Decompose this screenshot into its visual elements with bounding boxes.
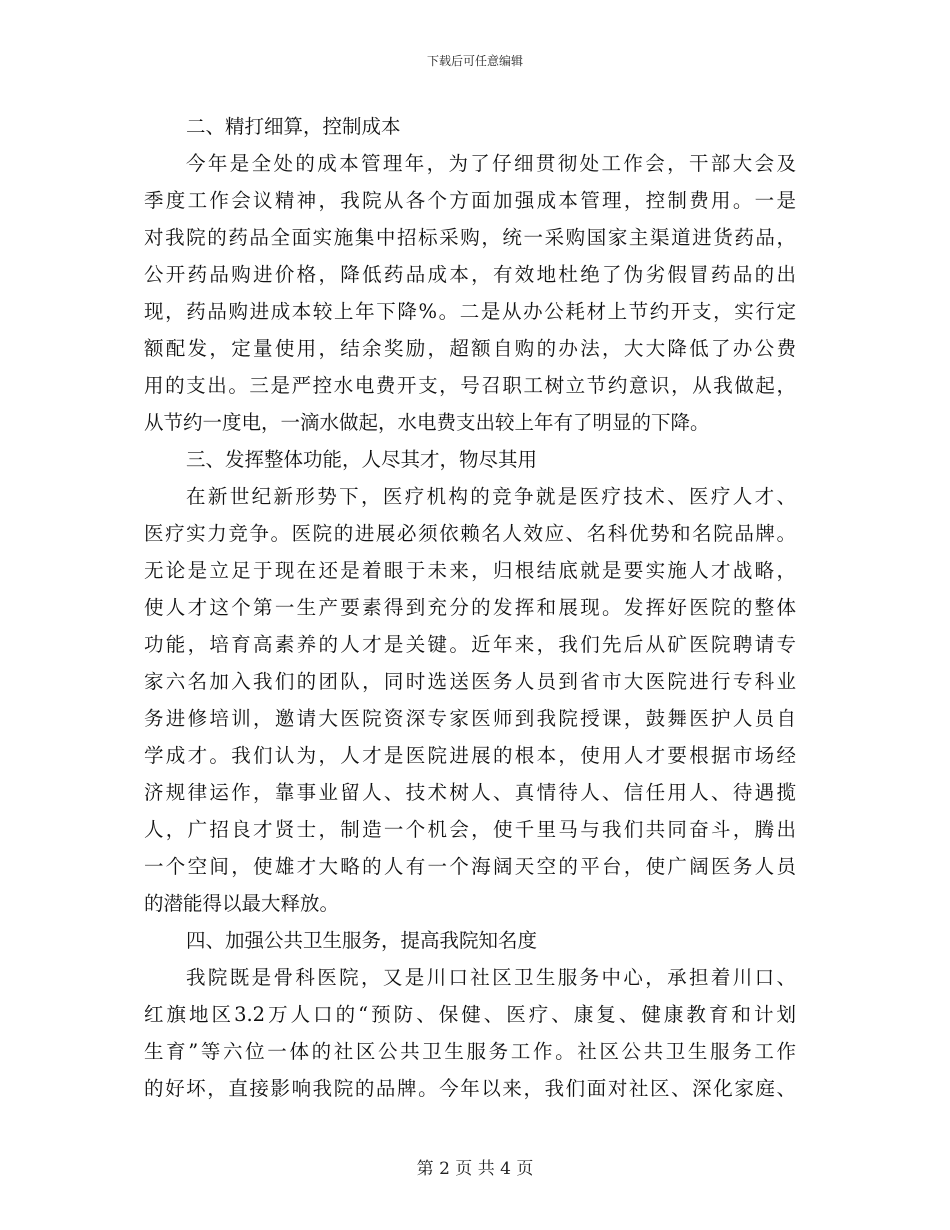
paragraph-line: 季度工作会议精神，我院从各个方面加强成本管理，控制费用。一是 (144, 189, 796, 212)
paragraph-line: 用的支出。三是严控水电费开支，号召职工树立节约意识，从我做起， (144, 374, 796, 397)
paragraph-line: 的好坏，直接影响我院的品牌。今年以来，我们面对社区、深化家庭、 (144, 1077, 796, 1100)
paragraph-line: 在新世纪新形势下，医疗机构的竞争就是医疗技术、医疗人才、 (186, 485, 796, 508)
paragraph-line: 无论是立足于现在还是着眼于未来，归根结底就是要实施人才战略， (144, 559, 796, 582)
paragraph-line: 济规律运作，靠事业留人、技术树人、真情待人、信任用人、待遇揽 (144, 781, 796, 804)
paragraph-line: 额配发，定量使用，结余奖励，超额自购的办法，大大降低了办公费 (144, 337, 796, 360)
header-note: 下载后可任意编辑 (426, 54, 523, 68)
paragraph-line: 红旗地区3.2万人口的“预防、保健、医疗、康复、健康教育和计划 (144, 1003, 796, 1026)
paragraph-line: 从节约一度电，一滴水做起，水电费支出较上年有了明显的下降。 (144, 411, 710, 434)
paragraph-line: 现，药品购进成本较上年下降%。二是从办公耗材上节约开支，实行定 (144, 300, 796, 323)
paragraph-line: 家六名加入我们的团队，同时选送医务人员到省市大医院进行专科业 (144, 670, 796, 693)
section-heading: 二、精打细算，控制成本 (186, 115, 401, 138)
paragraph-line: 一个空间，使雄才大略的人有一个海阔天空的平台，使广阔医务人员 (144, 855, 796, 878)
paragraph-line: 功能，培育高素养的人才是关键。近年来，我们先后从矿医院聘请专 (144, 633, 796, 656)
section-heading: 三、发挥整体功能，人尽其才，物尽其用 (186, 448, 538, 471)
paragraph-line: 学成才。我们认为，人才是医院进展的根本，使用人才要根据市场经 (144, 744, 796, 767)
document-body (144, 108, 796, 1107)
paragraph-line: 对我院的药品全面实施集中招标采购，统一采购国家主渠道进货药品， (144, 226, 796, 249)
paragraph-line: 人，广招良才贤士，制造一个机会，使千里马与我们共同奋斗，腾出 (144, 818, 796, 841)
paragraph-line: 务进修培训，邀请大医院资深专家医师到我院授课，鼓舞医护人员自 (144, 707, 796, 730)
paragraph-line: 的潜能得以最大释放。 (144, 892, 340, 915)
section-heading: 四、加强公共卫生服务，提高我院知名度 (186, 929, 538, 952)
paragraph-line: 我院既是骨科医院，又是川口社区卫生服务中心，承担着川口、 (186, 966, 796, 989)
page-number: 第 2 页 共 4 页 (416, 1159, 534, 1179)
paragraph-line: 生育”等六位一体的社区公共卫生服务工作。社区公共卫生服务工作 (144, 1040, 796, 1063)
paragraph-line: 今年是全处的成本管理年，为了仔细贯彻处工作会，干部大会及 (186, 152, 796, 175)
paragraph-line: 医疗实力竞争。医院的进展必须依赖名人效应、名科优势和名院品牌。 (144, 522, 796, 545)
paragraph-line: 使人才这个第一生产要素得到充分的发挥和展现。发挥好医院的整体 (144, 596, 796, 619)
paragraph-line: 公开药品购进价格，降低药品成本，有效地杜绝了伪劣假冒药品的出 (144, 263, 796, 286)
